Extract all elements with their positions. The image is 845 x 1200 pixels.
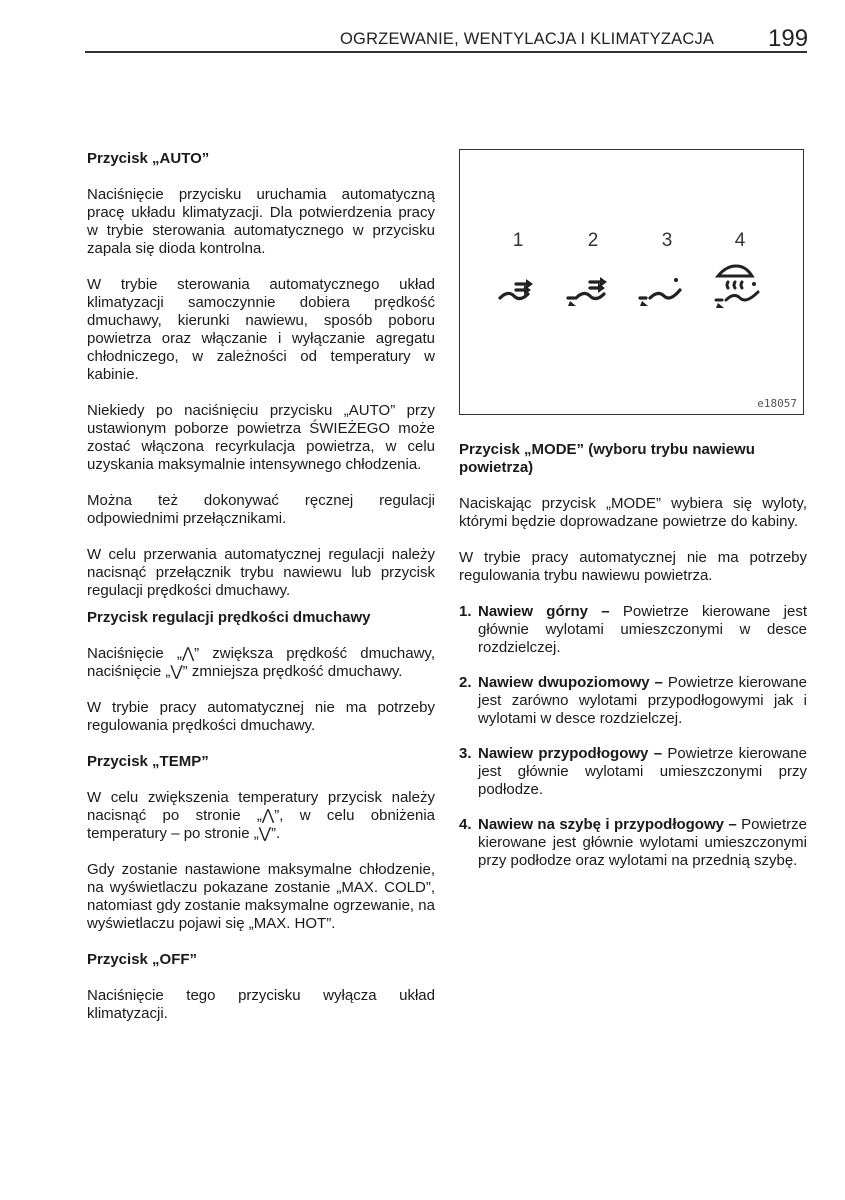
list-item-number: 1. [459, 603, 472, 620]
mode-paragraph-2: W trybie pracy automatycznej nie ma potrzeby regulowania trybu nawiewu powietrza. [459, 549, 807, 584]
mode-heading: Przycisk „MODE” (wyboru trybu nawiewu powietrza) [459, 441, 755, 476]
list-item-text: Powietrze kierowane jest głównie wylotami umieszczonymi przy podłodze oraz wylotami na przednią szybę. [478, 816, 807, 869]
list-item-term: Nawiew przypodłogowy – [478, 745, 663, 762]
figure-label-4: 4 [734, 230, 746, 251]
list-item [459, 816, 807, 870]
floor-vent-icon [636, 268, 686, 312]
list-item-text: Powietrze kierowane jest głównie wylotami umieszczonymi przy podłodze. [478, 745, 807, 798]
temp-paragraph-1: W celu zwiększenia temperatury przycisk należy nacisnąć po stronie „⋀”, w celu obniżenia temperatury – po stronie „⋁”. [87, 789, 435, 842]
auto-paragraph-3: Niekiedy po naciśnięciu przycisku „AUTO” przy ustawionym poborze powietrza ŚWIEŻEGO może zostać włączona recyrkulacja powietrza, w celu uzyskania maksymalnie intensywnego chłodzenia. [87, 402, 435, 473]
figure-label-1: 1 [512, 230, 524, 251]
list-item [459, 674, 807, 728]
list-item-term: Nawiew dwupoziomowy – [478, 674, 663, 691]
auto-paragraph-5: W celu przerwania automatycznej regulacji należy nacisnąć przełącznik trybu nawiewu lub przycisk regulacji prędkości dmuchawy. [87, 546, 435, 599]
list-item-text: Powietrze kierowane jest zarówno wylotami przypodłogowymi jak i wylotami w desce rozdzielczej. [478, 674, 807, 727]
auto-paragraph-2: W trybie sterowania automatycznego układ klimatyzacji samoczynnie dobiera prędkość dmuchawy, kierunki nawiewu, sposób poboru powietrza oraz włączanie i wyłączanie agregatu chłodniczego, w zależności od temperatury w kabinie. [87, 276, 435, 383]
list-item-text: Powietrze kierowane jest głównie wylotami umieszczonymi w desce rozdzielczej. [478, 603, 807, 656]
header-rule [85, 51, 807, 53]
figure-code: e18057 [757, 397, 797, 410]
auto-paragraph-4: Można też dokonywać ręcznej regulacji odpowiednimi przełącznikami. [87, 492, 435, 527]
off-heading: Przycisk „OFF” [87, 951, 198, 968]
face-vent-icon [496, 268, 542, 312]
bi-level-vent-icon [564, 268, 614, 312]
list-item-number: 2. [459, 674, 472, 691]
temp-heading: Przycisk „TEMP” [87, 753, 209, 770]
figure-label-2: 2 [587, 230, 599, 251]
list-item-number: 4. [459, 816, 472, 833]
temp-paragraph-2: Gdy zostanie nastawione maksymalne chłodzenie, na wyświetlaczu pokazane zostanie „MAX. COLD”, natomiast gdy zostanie maksymalne ogrzewanie, na wyświetlaczu pojawi się „MAX. HOT”. [87, 861, 435, 932]
section-title: OGRZEWANIE, WENTYLACJA I KLIMATYZACJA [340, 30, 715, 48]
list-item [459, 603, 807, 657]
mode-figure [459, 149, 804, 415]
left-column [87, 150, 435, 1023]
off-paragraph-1: Naciśnięcie tego przycisku wyłącza układ klimatyzacji. [87, 987, 435, 1022]
floor-defrost-vent-icon [710, 262, 766, 314]
mode-paragraph-1: Naciskając przycisk „MODE” wybiera się wyloty, którymi będzie doprowadzane powietrze do kabiny. [459, 495, 807, 530]
mode-list [459, 603, 807, 870]
auto-paragraph-1: Naciśnięcie przycisku uruchamia automatyczną pracę układu klimatyzacji. Dla potwierdzenia pracy w trybie sterowania automatycznego w przycisku zapala się dioda kontrolna. [87, 186, 435, 257]
list-item-term: Nawiew górny – [478, 603, 610, 620]
figure-label-3: 3 [661, 230, 673, 251]
fan-paragraph-1: Naciśnięcie „⋀” zwiększa prędkość dmuchawy, naciśnięcie „⋁” zmniejsza prędkość dmuchawy. [87, 645, 435, 680]
list-item-term: Nawiew na szybę i przypodłogowy – [478, 816, 737, 833]
fan-paragraph-2: W trybie pracy automatycznej nie ma potrzeby regulowania prędkości dmuchawy. [87, 699, 435, 734]
list-item-number: 3. [459, 745, 472, 762]
fan-heading: Przycisk regulacji prędkości dmuchawy [87, 609, 371, 626]
page-number: 199 [768, 25, 809, 52]
list-item [459, 745, 807, 799]
right-column [459, 441, 807, 887]
auto-heading: Przycisk „AUTO” [87, 150, 210, 167]
